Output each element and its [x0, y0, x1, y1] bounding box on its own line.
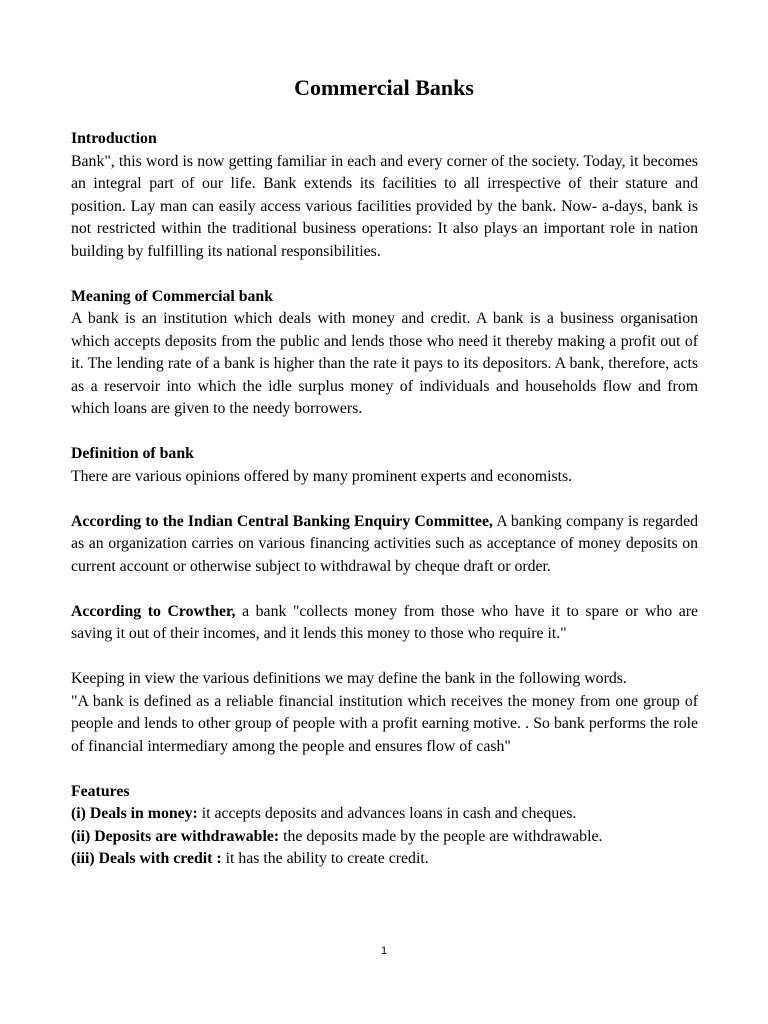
- keeping-view-section: [71, 668, 698, 758]
- document-title: Commercial Banks: [294, 75, 474, 100]
- definition-section: [71, 443, 698, 488]
- crowther-lead: According to Crowther,: [71, 602, 236, 620]
- features-section: [71, 781, 698, 871]
- page-number: 1: [380, 945, 388, 957]
- meaning-heading: Meaning of Commercial bank: [71, 287, 273, 305]
- keeping-view-intro: Keeping in view the various definitions we may define the bank in the following words.: [71, 670, 627, 687]
- indian-committee-section: [71, 511, 698, 579]
- features-heading: Features: [71, 782, 130, 800]
- indian-committee-text: A banking company is regarded as an organization carries on various financing activities such as acceptance of money deposits on current account or otherwise subject to withdrawal by cheque draft or order.: [71, 512, 698, 575]
- definition-heading: Definition of bank: [71, 445, 194, 462]
- feature-text: it accepts deposits and advances loans in cash and cheques.: [197, 805, 577, 822]
- feature-item: [71, 826, 698, 849]
- crowther-section: [71, 601, 698, 646]
- meaning-paragraph: A bank is an institution which deals with money and credit. A bank is a business organisation which accepts deposits from the public and lends those who need it thereby making a profit out of it. The lending rate of a bank is higher than the rate it pays to its depositors. A bank, therefore, acts as a reservoir into which the idle surplus money of individuals and households flow and from which loans are given to the needy borrowers.: [71, 310, 698, 417]
- crowther-text: a bank "collects money from those who have it to spare or who are saving it out of their incomes, and it lends this money to those who require it.": [71, 602, 698, 642]
- feature-item: [71, 803, 698, 826]
- indian-committee-paragraph: [71, 511, 698, 579]
- crowther-paragraph: [71, 601, 698, 646]
- meaning-section: [71, 286, 698, 421]
- document-body: [71, 128, 698, 893]
- feature-text: it has the ability to create credit.: [221, 850, 429, 867]
- feature-label: (ii) Deposits are withdrawable:: [71, 827, 280, 845]
- feature-item: [71, 848, 698, 871]
- feature-label: (i) Deals in money:: [71, 805, 198, 822]
- feature-label: (iii) Deals with credit :: [71, 850, 222, 867]
- definition-paragraph: There are various opinions offered by many prominent experts and economists.: [71, 467, 573, 485]
- keeping-view-paragraph: "A bank is defined as a reliable financial institution which receives the money from one group of people and lends to other group of people with a profit earning motive. . So bank performs the role of financial intermediary among the people and ensures flow of cash": [71, 692, 698, 755]
- indian-committee-lead: According to the Indian Central Banking Enquiry Committee,: [71, 512, 493, 530]
- introduction-paragraph: Bank", this word is now getting familiar in each and every corner of the society. Today, it becomes an integral part of our life. Bank extends its facilities to all irrespective of their stature and position. Lay man can easily access various facilities provided by the bank. Now- a-days, bank is not restricted within the traditional business operations: It also plays an important role in nation building by fulfilling its national responsibilities.: [71, 152, 698, 260]
- feature-text: the deposits made by the people are withdrawable.: [279, 827, 603, 845]
- introduction-section: [71, 128, 698, 263]
- introduction-heading: Introduction: [71, 130, 157, 147]
